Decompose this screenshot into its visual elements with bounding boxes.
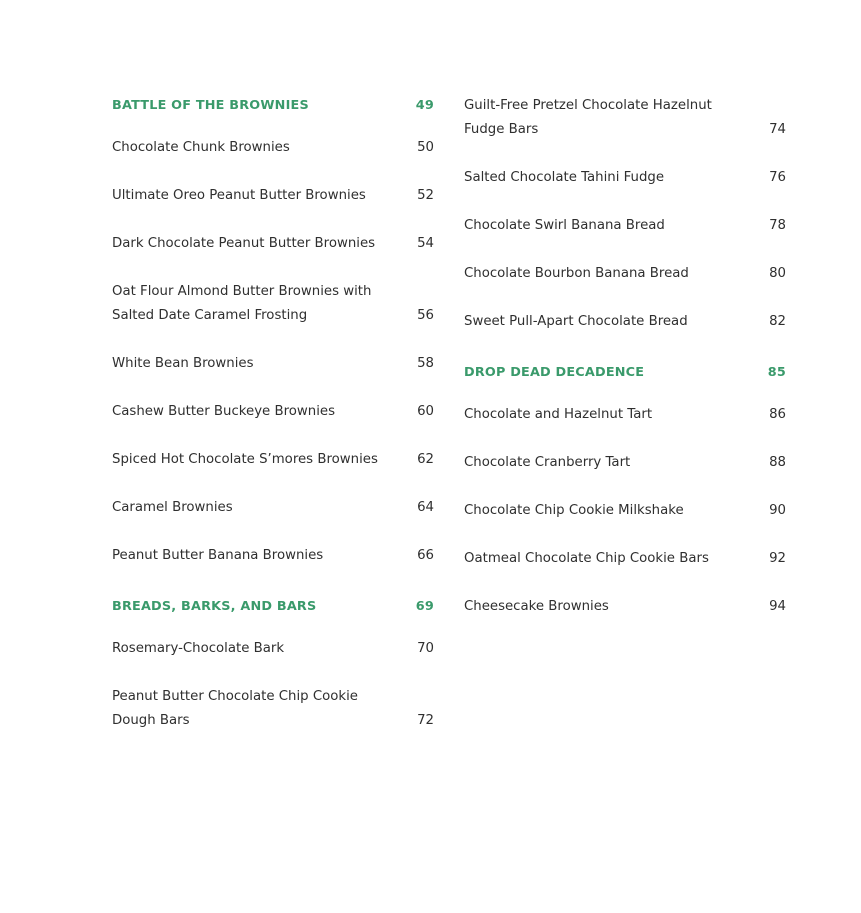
- toc-entry: [464, 499, 786, 523]
- toc-entry-title: Cashew Butter Buckeye Brownies: [112, 404, 336, 419]
- toc-entry: [112, 352, 434, 376]
- toc-page-number: 52: [417, 188, 434, 203]
- toc-entry: [112, 685, 434, 733]
- toc-entry-title: Oat Flour Almond Butter Brownies with Salted Date Caramel Frosting: [112, 284, 372, 323]
- toc-entry-title: Ultimate Oreo Peanut Butter Brownies: [112, 188, 366, 203]
- toc-entry: [464, 166, 786, 190]
- toc-entry: [464, 262, 786, 286]
- toc-section-heading: [112, 595, 434, 619]
- toc-entry: [112, 184, 434, 208]
- toc-page-number: 60: [417, 404, 434, 419]
- toc-page-number: 69: [415, 599, 434, 614]
- toc-entry-title: Sweet Pull-Apart Chocolate Bread: [464, 314, 688, 329]
- toc-entry-title: Chocolate and Hazelnut Tart: [464, 407, 653, 422]
- toc-page-number: 74: [769, 122, 786, 137]
- toc-entry: [112, 136, 434, 160]
- toc-section-title: BREADS, BARKS, AND BARS: [112, 599, 317, 614]
- toc-entry-title: Chocolate Cranberry Tart: [464, 455, 631, 470]
- toc-page-number: 90: [769, 503, 786, 518]
- toc-entry-title: Caramel Brownies: [112, 500, 233, 515]
- toc-page-number: 86: [769, 407, 786, 422]
- toc-entry: [112, 637, 434, 661]
- toc-entry: [464, 94, 786, 142]
- toc-entry-title: Dark Chocolate Peanut Butter Brownies: [112, 236, 376, 251]
- toc-page-number: 92: [769, 551, 786, 566]
- toc-entry-title: Peanut Butter Banana Brownies: [112, 548, 324, 563]
- toc-page-number: 49: [415, 98, 434, 113]
- toc-entry: [464, 214, 786, 238]
- toc-page-number: 85: [767, 365, 786, 380]
- toc-entry: [464, 595, 786, 619]
- toc-entry: [464, 403, 786, 427]
- toc-entry-title: Chocolate Bourbon Banana Bread: [464, 266, 689, 281]
- toc-entry-title: Peanut Butter Chocolate Chip Cookie Dough Bars: [112, 689, 358, 728]
- toc-page-number: 64: [417, 500, 434, 515]
- toc-entry-title: Spiced Hot Chocolate S’mores Brownies: [112, 452, 378, 467]
- toc-page-number: 80: [769, 266, 786, 281]
- toc-entry: [112, 448, 434, 472]
- toc-section-title: DROP DEAD DECADENCE: [464, 365, 645, 380]
- toc-page-number: 58: [417, 356, 434, 371]
- toc-section-title: BATTLE OF THE BROWNIES: [112, 98, 309, 113]
- toc-page-number: 78: [769, 218, 786, 233]
- toc-entry: [464, 451, 786, 475]
- toc-entry: [112, 232, 434, 256]
- toc-page-number: 50: [417, 140, 434, 155]
- toc-entry-title: Guilt-Free Pretzel Chocolate Hazelnut Fudge Bars: [464, 98, 712, 137]
- toc-entry-title: Chocolate Chip Cookie Milkshake: [464, 503, 684, 518]
- toc-entry: [464, 547, 786, 571]
- toc-page-number: 70: [417, 641, 434, 656]
- toc-section-heading: [464, 361, 786, 385]
- toc-entry-title: Chocolate Swirl Banana Bread: [464, 218, 665, 233]
- toc-entry-title: White Bean Brownies: [112, 356, 254, 371]
- toc-entry: [464, 310, 786, 334]
- toc-entry-title: Oatmeal Chocolate Chip Cookie Bars: [464, 551, 709, 566]
- toc-section-heading: [112, 94, 434, 118]
- toc-entry-title: Salted Chocolate Tahini Fudge: [464, 170, 665, 185]
- toc-page-number: 66: [417, 548, 434, 563]
- toc-page-number: 76: [769, 170, 786, 185]
- toc-entry: [112, 400, 434, 424]
- toc-entry: [112, 496, 434, 520]
- toc-entry: [112, 544, 434, 568]
- toc-entry-title: Rosemary-Chocolate Bark: [112, 641, 285, 656]
- toc-page-number: 62: [417, 452, 434, 467]
- toc-page-number: 88: [769, 455, 786, 470]
- toc-page-number: 54: [417, 236, 434, 251]
- toc-page-number: 56: [417, 308, 434, 323]
- toc-entry-title: Cheesecake Brownies: [464, 599, 609, 614]
- toc-page-number: 72: [417, 713, 434, 728]
- toc-page-number: 82: [769, 314, 786, 329]
- toc-entry: [112, 280, 434, 328]
- toc-page-number: 94: [769, 599, 786, 614]
- toc-entry-title: Chocolate Chunk Brownies: [112, 140, 290, 155]
